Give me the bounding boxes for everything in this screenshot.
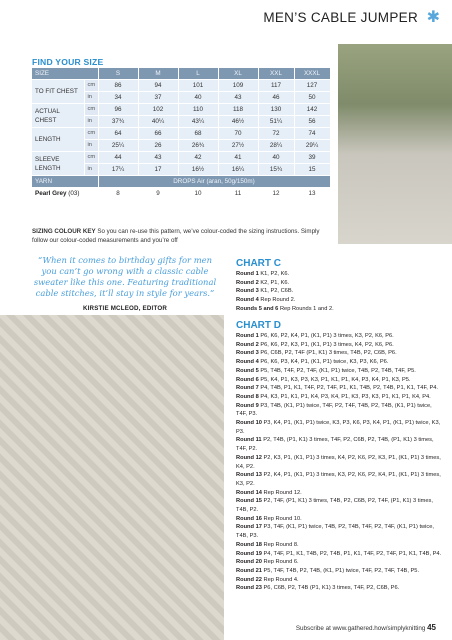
size-value: 43 bbox=[218, 92, 258, 104]
subscribe-text: Subscribe at www.gathered.how/simplyknitting bbox=[295, 625, 426, 632]
round-instruction bbox=[236, 584, 442, 593]
size-value: 44 bbox=[98, 152, 138, 164]
round-instruction bbox=[236, 454, 442, 471]
size-value: 127 bbox=[294, 80, 330, 92]
round-label: Round 10 bbox=[236, 420, 262, 427]
round-label: Round 2 bbox=[236, 279, 259, 286]
size-value: 86 bbox=[98, 80, 138, 92]
round-text: P5, T4B, T4F, P2, T4F, (K1, P1) twice, T4B, P2, T4B, T4F, P5. bbox=[258, 367, 416, 374]
round-instruction bbox=[236, 287, 442, 296]
size-header-row bbox=[32, 68, 330, 80]
round-instruction bbox=[236, 270, 442, 279]
round-label: Round 8 bbox=[236, 393, 259, 400]
yarn-row bbox=[32, 176, 330, 188]
size-value: 66 bbox=[138, 128, 178, 140]
size-value: 51¼ bbox=[258, 116, 294, 128]
round-text: P6, C6B, P2, T4F (P1, K1) 3 times, T4B, P2, C6B, P6. bbox=[258, 350, 397, 357]
round-text: P2, T4F, (P1, K1) 3 times, T4B, P2, C6B, P2, T4F, (P1, K1) 3 times, T4B, P2. bbox=[236, 498, 433, 514]
size-value: 41 bbox=[218, 152, 258, 164]
ball-count: 12 bbox=[258, 188, 294, 200]
size-column-header: XL bbox=[218, 68, 258, 80]
round-text: P4, K3, P1, K1, P1, K4, P3, K4, P1, K3, P3, K3, P1, K1, P1, K4, P4. bbox=[258, 393, 431, 400]
size-value: 17¼ bbox=[98, 164, 138, 176]
unit-label: in bbox=[84, 92, 98, 104]
round-text: P3, K4, P1, (K1, P1) twice, K3, P3, K6, P3, K4, P1, (K1, P1) twice, K3, P3. bbox=[236, 420, 441, 435]
round-label: Round 4 bbox=[236, 297, 259, 304]
ball-count: 10 bbox=[178, 188, 218, 200]
round-text: P4, T4B, P1, K1, T4F, P2, T4F, P1, K1, T4B, P2, T4B, P1, K1, T4F, P4. bbox=[258, 385, 438, 392]
size-value: 56 bbox=[294, 116, 330, 128]
size-column-header: SIZE bbox=[32, 68, 98, 80]
round-text: P5, K4, P1, K3, P3, K3, P1, K1, P1, K4, P3, K4, P1, K3, P5. bbox=[258, 376, 411, 383]
page-title: MEN’S CABLE JUMPER bbox=[263, 10, 418, 25]
round-text: P6, K6, P3, K4, P1, (K1, P1) twice, K3, P3, K6, P6. bbox=[258, 359, 389, 366]
ball-count: 9 bbox=[138, 188, 178, 200]
round-text: Rep Round 2. bbox=[258, 297, 296, 304]
round-text: P6, C6B, P2, T4B (P1, K1) 3 times, T4F, P2, C6B, P6. bbox=[261, 585, 400, 592]
round-label: Round 6 bbox=[236, 376, 259, 383]
size-value: 110 bbox=[178, 104, 218, 116]
size-value: 101 bbox=[178, 80, 218, 92]
model-photo bbox=[338, 44, 452, 244]
size-column-header: L bbox=[178, 68, 218, 80]
round-text: Rep Rounds 1 and 2. bbox=[278, 305, 334, 312]
size-column-header: XXL bbox=[258, 68, 294, 80]
ball-count: 11 bbox=[218, 188, 258, 200]
round-instruction bbox=[236, 419, 442, 436]
round-text: P4, T4F, P1, K1, T4B, P2, T4B, P1, K1, T4F, P2, T4F, P1, K1, T4B, P4. bbox=[261, 550, 442, 557]
size-table bbox=[32, 68, 331, 200]
round-label: Round 23 bbox=[236, 585, 262, 592]
star-icon: ✱ bbox=[426, 9, 440, 26]
yarn-colour-name: Pearl Grey bbox=[35, 190, 67, 197]
pearl-grey-label bbox=[32, 188, 98, 200]
round-instruction bbox=[236, 332, 442, 341]
round-text: K1, P2, C6B. bbox=[258, 288, 294, 295]
chart-d-instructions bbox=[236, 332, 442, 593]
round-text: P6, K6, P2, K4, P1, (K1, P1) 3 times, K3, P2, K6, P6. bbox=[258, 333, 394, 339]
size-value: 40¼ bbox=[138, 116, 178, 128]
size-value: 50 bbox=[294, 92, 330, 104]
size-value: 37 bbox=[138, 92, 178, 104]
round-label: Round 16 bbox=[236, 515, 262, 522]
round-text: P2, T4B, (P1, K1) 3 times, T4F, P2, C6B, P2, T4B, (P1, K1) 3 times, T4F, P2. bbox=[236, 437, 434, 453]
round-label: Round 21 bbox=[236, 567, 262, 574]
unit-label: in bbox=[84, 116, 98, 128]
measurement-label: SLEEVE LENGTH bbox=[32, 152, 84, 176]
table-row bbox=[32, 104, 330, 116]
editor-quote: “When it comes to birthday gifts for men you can’t go wrong with a classic cable sweater like this one. Featuring traditional cable stitches, it’ll stay in style for years.” bbox=[33, 255, 217, 298]
round-label: Round 3 bbox=[236, 350, 259, 357]
round-label: Round 19 bbox=[236, 550, 262, 557]
round-label: Round 12 bbox=[236, 454, 262, 461]
round-instruction bbox=[236, 341, 442, 350]
size-value: 43 bbox=[138, 152, 178, 164]
round-label: Round 2 bbox=[236, 341, 259, 348]
measurement-label: LENGTH bbox=[32, 128, 84, 152]
round-instruction bbox=[236, 541, 442, 550]
size-value: 109 bbox=[218, 80, 258, 92]
round-instruction bbox=[236, 376, 442, 385]
size-value: 142 bbox=[294, 104, 330, 116]
size-value: 26¾ bbox=[178, 140, 218, 152]
round-instruction bbox=[236, 305, 442, 314]
size-value: 43¼ bbox=[178, 116, 218, 128]
round-label: Round 7 bbox=[236, 385, 259, 392]
size-value: 37¾ bbox=[98, 116, 138, 128]
table-row bbox=[32, 152, 330, 164]
measurement-label: TO FIT CHEST bbox=[32, 80, 84, 104]
quote-attribution: KIRSTIE MCLEOD, EDITOR bbox=[82, 305, 168, 312]
round-instruction bbox=[236, 393, 442, 402]
chart-c-heading: CHART C bbox=[236, 258, 281, 269]
round-label: Round 15 bbox=[236, 498, 262, 505]
round-label: Round 11 bbox=[236, 437, 262, 444]
size-value: 117 bbox=[258, 80, 294, 92]
ball-count: 13 bbox=[294, 188, 330, 200]
size-value: 26 bbox=[138, 140, 178, 152]
size-value: 68 bbox=[178, 128, 218, 140]
size-value: 42 bbox=[178, 152, 218, 164]
round-label: Round 17 bbox=[236, 524, 262, 531]
sizing-key-text: So you can re-use this pattern, we’ve colour-coded the sizing instructions. Simply follow our colour-coded measurements and you’re off bbox=[32, 228, 320, 244]
size-value: 16½ bbox=[178, 164, 218, 176]
round-label: Round 1 bbox=[236, 333, 259, 339]
round-instruction bbox=[236, 402, 442, 419]
unit-label: cm bbox=[84, 80, 98, 92]
round-instruction bbox=[236, 279, 442, 288]
round-instruction bbox=[236, 489, 442, 498]
pearl-grey-row bbox=[32, 188, 330, 200]
size-value: 118 bbox=[218, 104, 258, 116]
round-instruction bbox=[236, 358, 442, 367]
table-row bbox=[32, 80, 330, 92]
size-value: 94 bbox=[138, 80, 178, 92]
round-label: Round 13 bbox=[236, 472, 262, 479]
round-instruction bbox=[236, 367, 442, 376]
chart-c-instructions bbox=[236, 270, 442, 314]
round-instruction bbox=[236, 550, 442, 559]
size-value: 27½ bbox=[218, 140, 258, 152]
size-value: 28¼ bbox=[258, 140, 294, 152]
unit-label: in bbox=[84, 164, 98, 176]
round-text: Rep Round 6. bbox=[261, 559, 299, 566]
round-text: P2, K3, P1, (K1, P1) 3 times, K4, P2, K6, P2, K3, P1, (K1, P1) 3 times, K4, P2. bbox=[236, 454, 441, 470]
table-row bbox=[32, 128, 330, 140]
size-value: 46½ bbox=[218, 116, 258, 128]
size-value: 40 bbox=[178, 92, 218, 104]
round-instruction bbox=[236, 567, 442, 576]
round-instruction bbox=[236, 497, 442, 514]
size-value: 46 bbox=[258, 92, 294, 104]
round-text: P3, T4B, (K1, P1) twice, T4F, P2, T4F, T4B, P2, T4B, (K1, P1) twice, T4F, P3. bbox=[236, 402, 432, 418]
round-text: K2, P1, K6. bbox=[258, 279, 290, 286]
size-value: 64 bbox=[98, 128, 138, 140]
unit-label: cm bbox=[84, 152, 98, 164]
round-instruction bbox=[236, 515, 442, 524]
size-value: 25¼ bbox=[98, 140, 138, 152]
size-value: 102 bbox=[138, 104, 178, 116]
round-instruction bbox=[236, 436, 442, 453]
round-text: Rep Round 10. bbox=[261, 515, 302, 522]
round-text: Rep Round 12. bbox=[261, 489, 302, 496]
round-label: Round 18 bbox=[236, 541, 262, 548]
round-instruction bbox=[236, 558, 442, 567]
round-label: Round 5 bbox=[236, 367, 259, 374]
size-value: 39 bbox=[294, 152, 330, 164]
size-value: 15¾ bbox=[258, 164, 294, 176]
size-value: 72 bbox=[258, 128, 294, 140]
footer bbox=[228, 623, 436, 632]
round-label: Round 4 bbox=[236, 359, 259, 366]
round-label: Round 20 bbox=[236, 559, 262, 566]
round-text: P3, T4F, (K1, P1) twice, T4B, P2, T4B, T4F, P2, T4F, (K1, P1) twice, T4B, P3. bbox=[236, 524, 434, 540]
round-label: Round 1 bbox=[236, 271, 259, 277]
round-label: Rounds 5 and 6 bbox=[236, 305, 279, 312]
round-text: K1, P2, K6. bbox=[258, 271, 290, 277]
round-label: Round 3 bbox=[236, 288, 259, 295]
round-text: P5, T4F, T4B, P2, T4B, (K1, P1) twice, T4F, P2, T4F, T4B, P5. bbox=[261, 567, 420, 574]
size-value: 96 bbox=[98, 104, 138, 116]
round-instruction bbox=[236, 296, 442, 305]
size-value: 17 bbox=[138, 164, 178, 176]
round-instruction bbox=[236, 523, 442, 540]
round-label: Round 14 bbox=[236, 489, 262, 496]
round-text: P6, K6, P2, K3, P1, (K1, P1) 3 times, K4, P2, K6, P6. bbox=[258, 341, 394, 348]
yarn-colour-code: (03) bbox=[68, 190, 80, 197]
sizing-key-label: SIZING COLOUR KEY bbox=[32, 228, 96, 235]
size-column-header: M bbox=[138, 68, 178, 80]
round-label: Round 22 bbox=[236, 576, 262, 583]
size-value: 15 bbox=[294, 164, 330, 176]
find-your-size-heading: FIND YOUR SIZE bbox=[32, 57, 104, 67]
size-value: 130 bbox=[258, 104, 294, 116]
size-value: 70 bbox=[218, 128, 258, 140]
round-label: Round 9 bbox=[236, 402, 259, 409]
ball-count: 8 bbox=[98, 188, 138, 200]
yarn-value: DROPS Air (aran, 50g/150m) bbox=[98, 176, 330, 188]
round-text: Rep Round 8. bbox=[261, 541, 299, 548]
size-column-header: XXXL bbox=[294, 68, 330, 80]
chart-d-heading: CHART D bbox=[236, 320, 281, 331]
page-number: 45 bbox=[427, 623, 436, 632]
round-text: Rep Round 4. bbox=[261, 576, 299, 583]
round-text: P2, K4, P1, (K1, P1) 3 times, K3, P2, K6, P2, K4, P1, (K1, P1) 3 times, K3, P2. bbox=[236, 472, 441, 487]
size-value: 40 bbox=[258, 152, 294, 164]
size-column-header: S bbox=[98, 68, 138, 80]
sizing-colour-key bbox=[32, 228, 332, 245]
round-instruction bbox=[236, 471, 442, 488]
size-value: 16¼ bbox=[218, 164, 258, 176]
unit-label: in bbox=[84, 140, 98, 152]
unit-label: cm bbox=[84, 128, 98, 140]
size-value: 29¼ bbox=[294, 140, 330, 152]
size-value: 34 bbox=[98, 92, 138, 104]
round-instruction bbox=[236, 576, 442, 585]
cable-knit-closeup-photo bbox=[0, 315, 224, 640]
measurement-label: ACTUAL CHEST bbox=[32, 104, 84, 128]
round-instruction bbox=[236, 349, 442, 358]
unit-label: cm bbox=[84, 104, 98, 116]
size-value: 74 bbox=[294, 128, 330, 140]
round-instruction bbox=[236, 384, 442, 393]
yarn-label: YARN bbox=[32, 176, 98, 188]
